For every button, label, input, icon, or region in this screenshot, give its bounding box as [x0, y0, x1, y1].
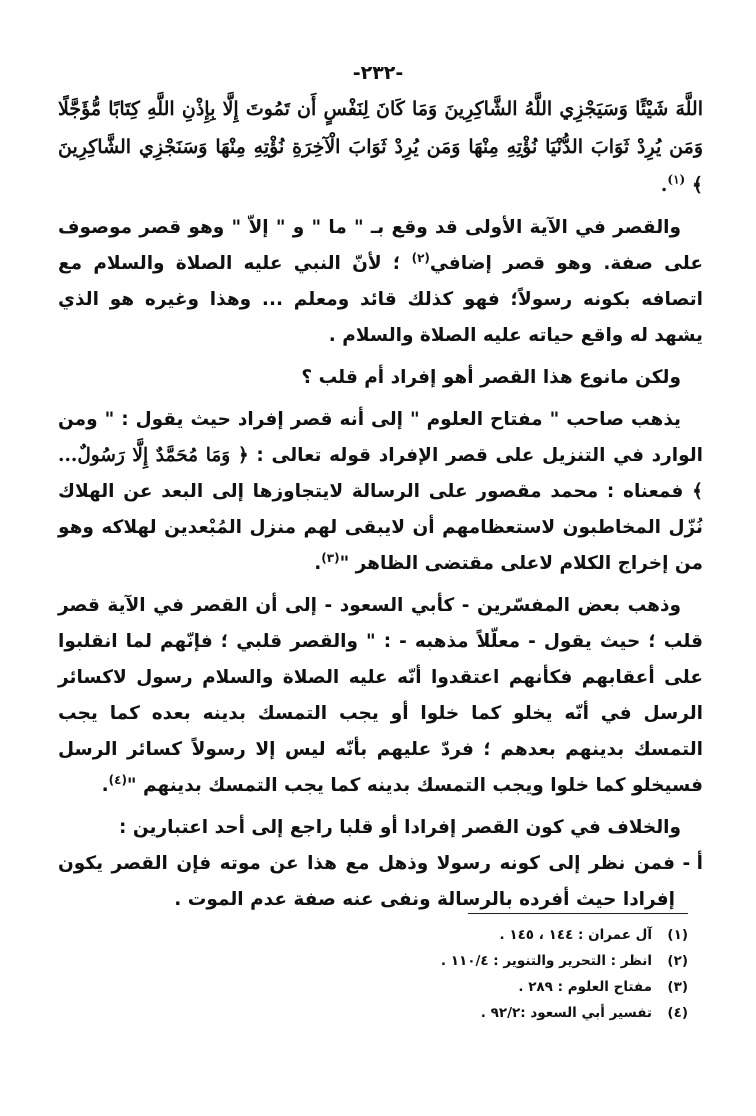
main-text [58, 90, 703, 918]
paragraph-text: وذهب بعض المفسّرين - كأبي السعود - إلى أن القصر في الآية قصر قلب ؛ حيث يقول - معلّلاً مذهبه - : " والقصر قلبي ؛ فإنّهم لما انقلبوا على أعقابهم فكأنهم اعتقدوا أنّه عليه الصلاة والسلام رسول لاكسائر الرسل في أنّه يخلو كما خلوا أو يجب التمسك بدينه بعده كما يجب التمسك بدينهم بعدهم ؛ فردّ عليهم بأنّه ليس إلا رسولاً كسائر الرسل فسيخلو كما خلوا ويجب التمسك بدينه كما يجب التمسك بدينهم " [58, 595, 703, 796]
paragraph-text: فمعناه : محمد مقصور على الرسالة لايتجاوزها إلى البعد عن الهلاك نُزّل المخاطبون لاستعظامهم أن لايبقى لهم منزل المُبْعدين لهلاكه وهو من إخراج الكلام لاعلى مقتضى الظاهر " [58, 481, 703, 574]
footnote-ref-2: (٢) [411, 250, 430, 265]
paragraph-end: . [101, 775, 109, 796]
footnote-number: (٤) [667, 1005, 688, 1021]
paragraph-text: والقصر في الآية الأولى قد وقع بـ " ما " و " إلاّ " وهو قصر موصوف على صفة. وهو قصر إضافي [58, 217, 703, 274]
list-marker: أ - [682, 853, 703, 874]
footnote-ref-1: (١) [667, 172, 686, 187]
paragraph-disagreement [58, 810, 703, 846]
paragraph-miftah [58, 402, 703, 582]
footnote-number: (١) [667, 927, 688, 943]
list-item-a [58, 846, 703, 918]
quran-verse-continuation [58, 90, 703, 204]
paragraph-text: والخلاف في كون القصر إفرادا أو قلبا راجع إلى أحد اعتبارين : [119, 817, 681, 838]
footnote-item [360, 1000, 688, 1026]
footnote-text: انظر : التحرير والتنوير : ١١٠/٤ . [440, 953, 652, 969]
footnotes [360, 922, 688, 1026]
footnote-text: مفتاح العلوم : ٢٨٩ . [518, 979, 652, 995]
page-number: -٢٣٢- [352, 62, 404, 84]
quran-verse-end: . [660, 174, 668, 196]
footnote-text: تفسير أبي السعود :٩٢/٢ . [480, 1005, 652, 1021]
inline-quran-quote: ﴿ وَمَا مُحَمَّدٌ إِلَّا رَسُولٌ... ﴾ [58, 445, 703, 502]
paragraph-question [58, 360, 703, 396]
quran-verse-text: اللَّهَ شَيْئًا وَسَيَجْزِي اللَّهُ الشَّاكِرِينَ وَمَا كَانَ لِنَفْسٍ أَن تَمُوتَ إِلَّا بِإِذْنِ اللَّهِ كِتَابًا مُّؤَجَّلًا وَمَن يُرِدْ ثَوَابَ الدُّنْيَا نُؤْتِهِ مِنْهَا وَمَن يُرِدْ ثَوَابَ الْآخِرَةِ نُؤْتِهِ مِنْهَا وَسَنَجْزِي الشَّاكِرِينَ ﴾ [58, 98, 703, 196]
footnote-ref-4: (٤) [108, 772, 127, 787]
footnote-number: (٣) [667, 979, 688, 995]
footnote-item [360, 974, 688, 1000]
footnote-divider [468, 913, 688, 914]
footnote-item [360, 948, 688, 974]
footnote-number: (٢) [667, 953, 688, 969]
paragraph-text: ؛ لأنّ النبي عليه الصلاة والسلام مع اتصافه بكونه رسولاً؛ فهو كذلك قائد ومعلم ... وهذا وغيره هو الذي يشهد له واقع حياته عليه الصلاة والسلام . [58, 253, 703, 346]
paragraph-text: يذهب صاحب " مفتاح العلوم " إلى أنه قصر إفراد حيث يقول : " ومن الوارد في التنزيل على قصر الإفراد قوله تعالى : [58, 409, 703, 466]
paragraph-end: . [314, 553, 322, 574]
paragraph-abu-saud [58, 588, 703, 804]
footnote-item [360, 922, 688, 948]
paragraph-restriction-type [58, 210, 703, 354]
footnote-ref-3: (٣) [321, 550, 340, 565]
paragraph-text: ولكن مانوع هذا القصر أهو إفراد أم قلب ؟ [301, 367, 681, 388]
footnote-text: آل عمران : ١٤٤ ، ١٤٥ . [499, 927, 652, 943]
list-item-text: فمن نظر إلى كونه رسولا وذهل مع هذا عن موته فإن القصر يكون إفرادا حيث أفرده بالرسالة ونفى عنه صفة عدم الموت . [58, 853, 675, 910]
